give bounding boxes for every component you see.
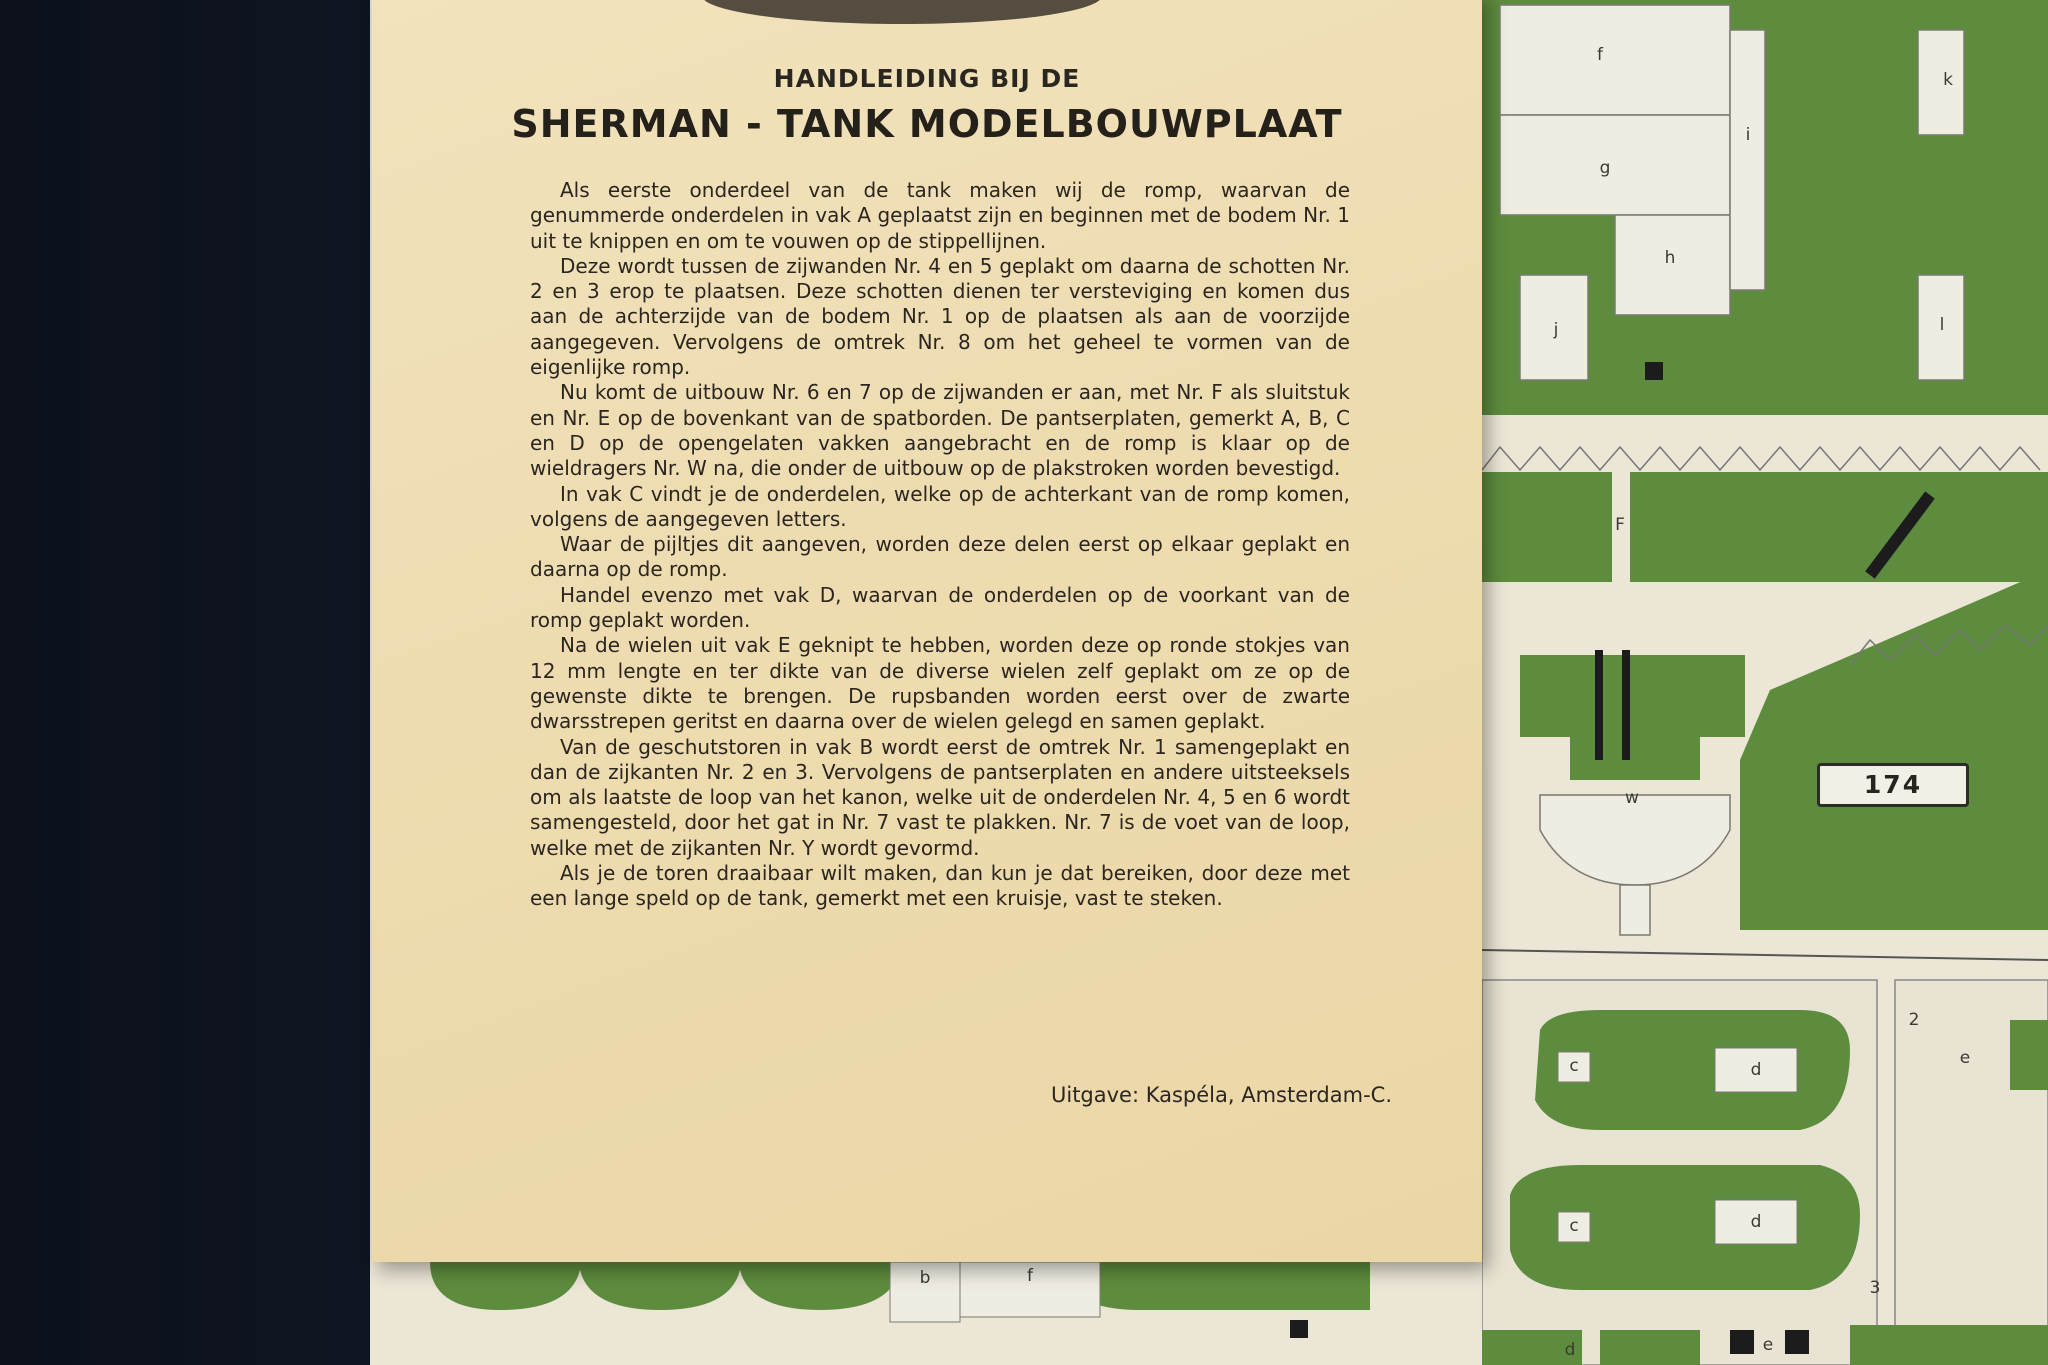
- green-part-e: [2010, 1020, 2048, 1090]
- instruction-leaflet: [372, 0, 1482, 1262]
- label-f-top: f: [1597, 45, 1603, 65]
- label-b: b: [919, 1268, 931, 1288]
- label-d-1: d: [1750, 1060, 1762, 1080]
- green-part-hull: [1740, 570, 2048, 930]
- part-i: [1730, 30, 1765, 290]
- black-mark-4: [1785, 1330, 1809, 1354]
- header-ornament: [702, 0, 1102, 24]
- label-h: h: [1664, 248, 1676, 268]
- green-part-F-right: [1630, 472, 2048, 582]
- paragraph: Van de geschutstoren in vak B wordt eerst de omtrek Nr. 1 samengeplakt en dan de zijkanten Nr. 2 en 3. Vervolgens de pantserplaten en andere uitsteeksels om als laatste de loop van het kanon, welke uit de onderdelen Nr. 4, 5 en 6 wordt samengesteld, door het gat in Nr. 7 vast te plakken. Nr. 7 is de voet van de loop, welke met de zijkanten Nr. Y wordt gevormd.: [530, 734, 1350, 860]
- green-part-bottom-3: [1850, 1325, 2048, 1365]
- paragraph: In vak C vindt je de onderdelen, welke op de achterkant van de romp komen, volgens de aangegeven letters.: [530, 481, 1350, 531]
- glue-tabs: [1482, 447, 2040, 470]
- paragraph: Als je de toren draaibaar wilt maken, dan kun je dat bereiken, door deze met een lange speld op de tank, gemerkt met een kruisje, vast te steken.: [530, 861, 1350, 911]
- label-2: 2: [1908, 1010, 1920, 1030]
- paragraph: Waar de pijltjes dit aangeven, worden deze delen eerst op elkaar geplakt en daarna op de romp.: [530, 532, 1350, 582]
- green-part-w-mid: [1570, 737, 1700, 780]
- label-c-1: c: [1569, 1056, 1579, 1076]
- publisher-line: Uitgave: Kaspéla, Amsterdam-C.: [1050, 1083, 1392, 1107]
- label-g: g: [1599, 158, 1611, 178]
- leaflet-title: SHERMAN - TANK MODELBOUWPLAAT: [511, 102, 1343, 146]
- green-part-w-top: [1520, 655, 1745, 737]
- green-part-F-left: [1482, 472, 1612, 582]
- part-number-badge: 174: [1817, 763, 1969, 807]
- black-mark-2: [1290, 1320, 1308, 1338]
- paragraph: Handel evenzo met vak D, waarvan de onderdelen op de voorkant van de romp geplakt worden.: [530, 582, 1350, 633]
- part-f: [1500, 5, 1730, 115]
- label-3: 3: [1869, 1278, 1881, 1298]
- label-f-bottom: f: [1027, 1266, 1033, 1286]
- label-d-2: d: [1750, 1212, 1762, 1232]
- leaflet-subtitle: HANDLEIDING BIJ DE: [773, 64, 1081, 93]
- label-i: i: [1745, 125, 1751, 145]
- paragraph: Na de wielen uit vak E geknipt te hebben, worden deze op ronde stokjes van 12 mm lengte en ter dikte van de diverse wielen zelf geplakt om ze op de gewenste dikte te brengen. De rupsbanden worden eerst over de zwarte dwarsstrepen geritst en daarna over de wielen gelegd en samen geplakt.: [530, 633, 1350, 734]
- black-bar-1: [1595, 650, 1603, 760]
- green-part-bottom-2: [1600, 1330, 1700, 1365]
- paragraph: Nu komt de uitbouw Nr. 6 en 7 op de zijwanden er aan, met Nr. F als sluitstuk en Nr. E op de bovenkant van de spatborden. De pantserplaten, gemerkt A, B, C en D op de opengelaten vakken aangebracht en de romp is klaar op de wieldragers Nr. W na, die onder de uitbouw op de plakstroken worden bevestigd.: [530, 380, 1350, 481]
- black-mark-3: [1730, 1330, 1754, 1354]
- part-w-stem: [1620, 885, 1650, 935]
- label-c-2: c: [1569, 1216, 1579, 1236]
- label-e-bottom: e: [1762, 1335, 1774, 1355]
- black-bar-2: [1622, 650, 1630, 760]
- label-k: k: [1943, 70, 1953, 90]
- label-l: l: [1939, 315, 1945, 335]
- instruction-text: [530, 178, 1350, 912]
- paragraph: Als eerste onderdeel van de tank maken wij de romp, waarvan de genummerde onderdelen in vak A geplaatst zijn en beginnen met de bodem Nr. 1 uit te knippen en om te vouwen op de stippellijnen.: [530, 178, 1350, 253]
- label-w: w: [1625, 788, 1639, 808]
- paragraph: Deze wordt tussen de zijwanden Nr. 4 en 5 geplakt om daarna de schotten Nr. 2 en 3 erop te plaatsen. Deze schotten dienen ter versteviging en komen dus aan de achterzijde van de bodem Nr. 1 op de plaatsen als aan de voorzijde aangegeven. Vervolgens de omtrek Nr. 8 om het geheel te vormen van de eigenlijke romp.: [530, 253, 1350, 380]
- label-F: F: [1615, 515, 1625, 535]
- cut-line: [1482, 950, 2048, 960]
- part-g: [1500, 115, 1730, 215]
- label-d-3: d: [1564, 1340, 1576, 1360]
- part-w-wheel: [1540, 795, 1730, 885]
- black-mark: [1645, 362, 1663, 380]
- label-j: j: [1553, 320, 1559, 340]
- label-e: e: [1959, 1048, 1971, 1068]
